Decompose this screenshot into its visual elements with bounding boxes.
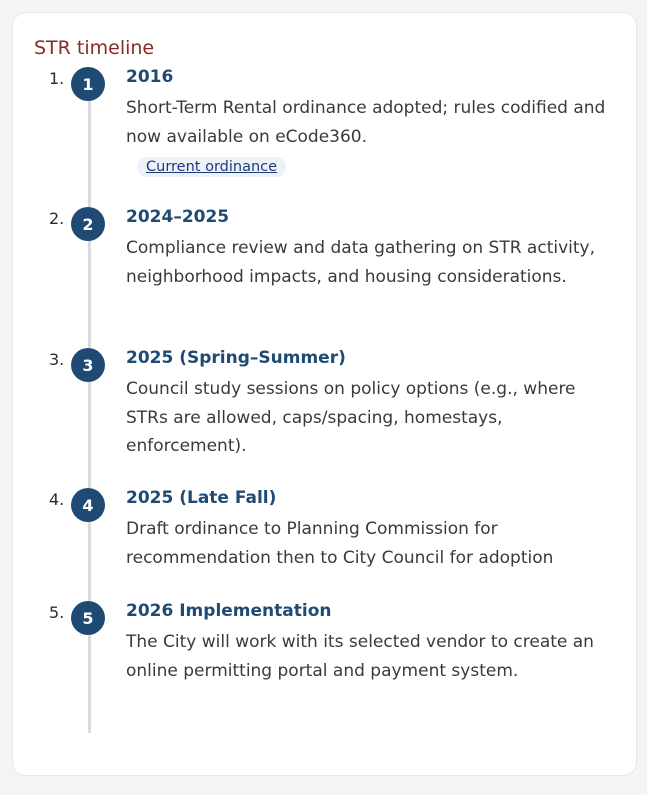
- item-number: 3.: [49, 350, 65, 369]
- step-badge: 4: [71, 488, 105, 522]
- step-badge: 2: [71, 207, 105, 241]
- item-number: 5.: [49, 603, 65, 622]
- timeline-title: STR timeline: [34, 37, 155, 59]
- item-year: 2024–2025: [126, 207, 230, 227]
- item-number: 1.: [49, 69, 65, 88]
- step-badge: 3: [71, 348, 105, 382]
- item-number: 2.: [49, 209, 65, 228]
- step-badge: 5: [71, 601, 105, 635]
- current-ordinance-link[interactable]: Current ordinance: [137, 157, 286, 177]
- timeline-connector-line: [88, 93, 91, 733]
- timeline-card: [12, 12, 637, 776]
- item-description: The City will work with its selected vendor to create an online permitting portal and payment system.: [126, 632, 594, 681]
- item-year: 2016: [126, 67, 174, 87]
- item-year: 2026 Implementation: [126, 601, 332, 621]
- item-year: 2025 (Late Fall): [126, 488, 277, 508]
- item-description: Draft ordinance to Planning Commission for recommendation then to City Council for adoption: [126, 519, 554, 568]
- item-description: Council study sessions on policy options (e.g., where STRs are allowed, caps/spacing, homestays, enforcement).: [126, 379, 576, 456]
- item-number: 4.: [49, 490, 65, 509]
- item-year: 2025 (Spring–Summer): [126, 348, 346, 368]
- step-badge: 1: [71, 67, 105, 101]
- item-description: Compliance review and data gathering on STR activity, neighborhood impacts, and housing considerations.: [126, 238, 596, 287]
- item-description: Short-Term Rental ordinance adopted; rules codified and now available on eCode360.: [126, 98, 606, 147]
